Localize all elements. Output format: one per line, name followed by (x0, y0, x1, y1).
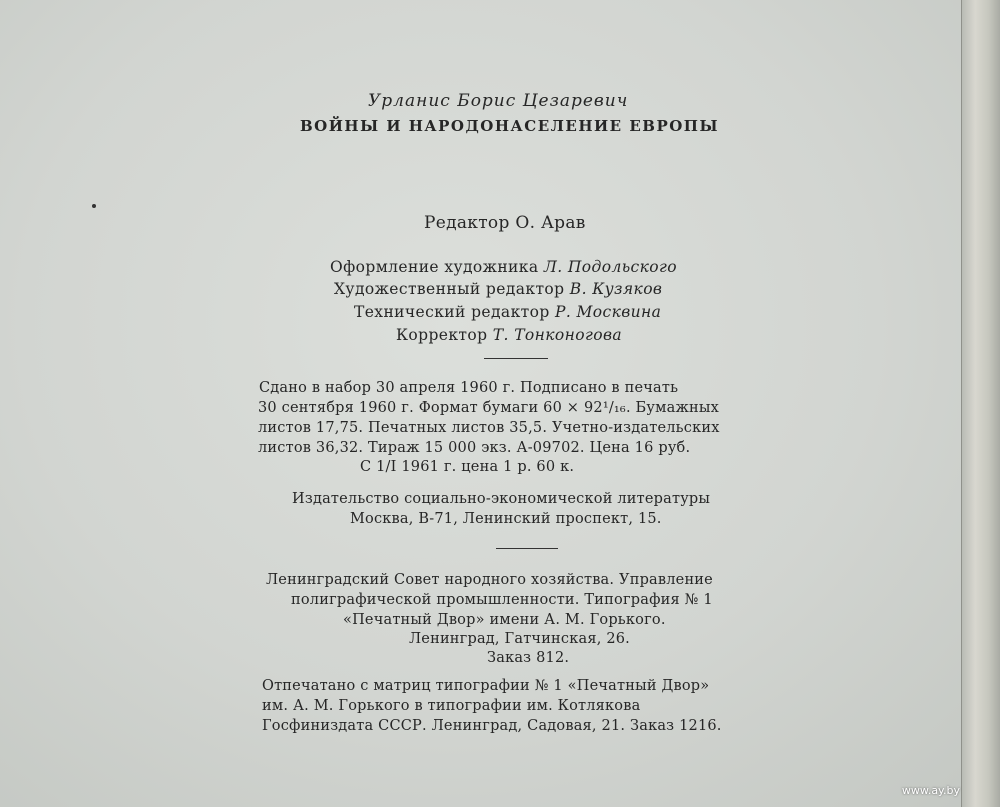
credit-person: Л. Подольского (543, 258, 677, 276)
print-line: листов 36,32. Тираж 15 000 экз. А-09702. Цена 16 руб. (258, 440, 691, 456)
credit-role: Корректор (396, 326, 488, 344)
credit-person: В. Кузяков (569, 280, 663, 298)
publisher-line: Издательство социально-экономической литературы (292, 491, 711, 507)
matrix-line: Отпечатано с матриц типографии № 1 «Печатный Двор» (262, 678, 710, 694)
credit-role: Технический редактор (354, 303, 550, 321)
print-line: Сдано в набор 30 апреля 1960 г. Подписано в печать (259, 380, 679, 396)
credit-tech-editor (354, 303, 661, 321)
divider-rule (484, 358, 548, 359)
credit-art-editor (334, 280, 662, 298)
page-edge (961, 0, 1000, 807)
printer-line: полиграфической промышленности. Типография № 1 (291, 592, 713, 608)
printer-line: Ленинград, Гатчинская, 26. (409, 631, 630, 647)
credit-proofreader (396, 326, 622, 344)
publisher-line: Москва, В-71, Ленинский проспект, 15. (350, 511, 662, 527)
credit-person: Т. Тонконогова (492, 326, 623, 344)
site-watermark: www.ay.by (901, 784, 960, 797)
printer-line: Заказ 812. (487, 650, 570, 666)
print-line: листов 17,75. Печатных листов 35,5. Учетно-издательских (258, 420, 720, 436)
matrix-line: Госфиниздата СССР. Ленинград, Садовая, 21. Заказ 1216. (262, 718, 722, 734)
print-line: С 1/I 1961 г. цена 1 р. 60 к. (360, 459, 575, 475)
book-title: ВОЙНЫ И НАРОДОНАСЕЛЕНИЕ ЕВРОПЫ (300, 117, 719, 135)
ink-speck (92, 204, 96, 208)
print-line: 30 сентября 1960 г. Формат бумаги 60 × 92¹/₁₆. Бумажных (258, 400, 719, 416)
editor-credit: Редактор О. Арав (424, 213, 586, 233)
credit-role: Оформление художника (330, 258, 539, 276)
matrix-line: им. А. М. Горького в типографии им. Котлякова (262, 698, 641, 714)
divider-rule (496, 548, 558, 549)
credit-role: Художественный редактор (334, 280, 565, 298)
printer-line: «Печатный Двор» имени А. М. Горького. (343, 612, 666, 628)
credit-person: Р. Москвина (555, 303, 662, 321)
book-author: Урланис Борис Цезаревич (368, 91, 629, 111)
credit-designer (330, 258, 677, 276)
printer-line: Ленинградский Совет народного хозяйства. Управление (266, 572, 713, 588)
